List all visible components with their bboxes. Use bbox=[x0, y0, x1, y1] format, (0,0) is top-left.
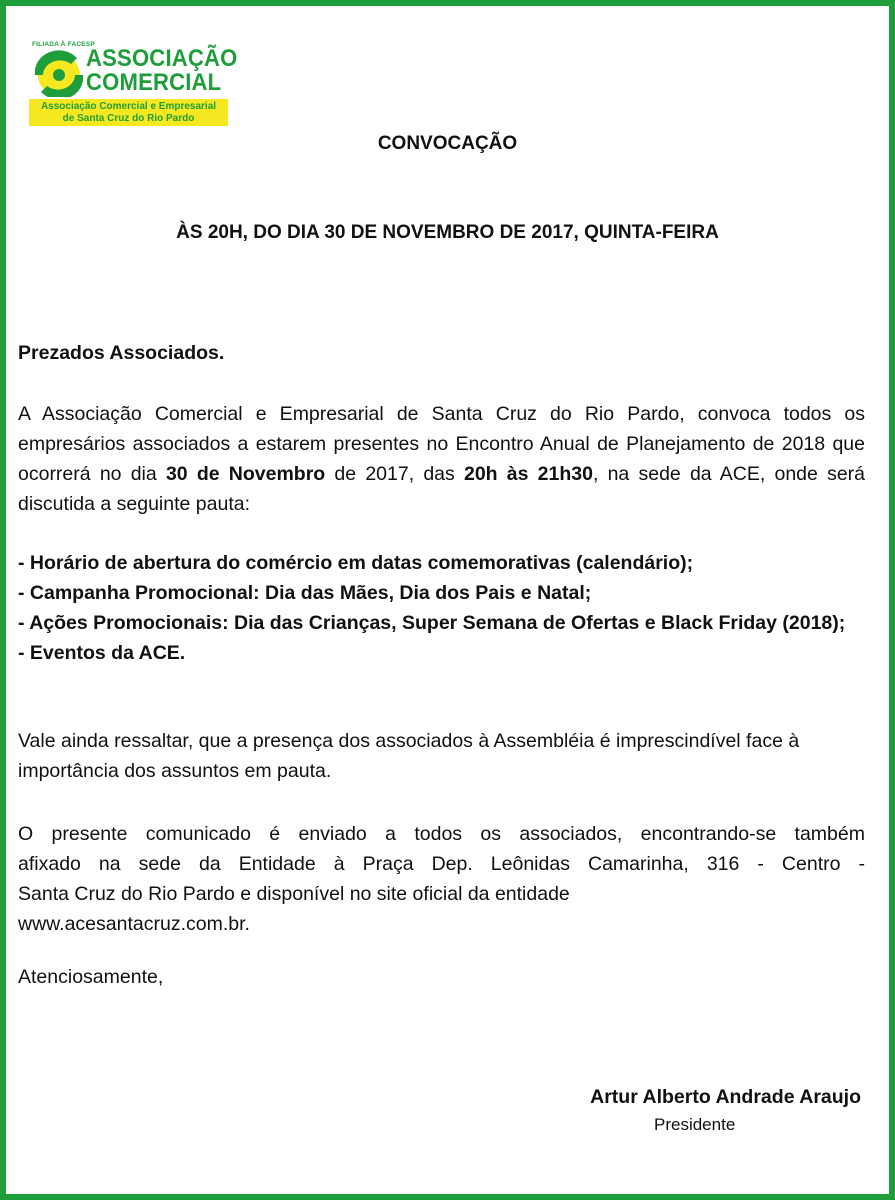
logo-mark-icon bbox=[29, 49, 89, 97]
notice-line: Santa Cruz do Rio Pardo e disponível no site oficial da entidade bbox=[18, 883, 570, 905]
paragraph1-text-2: de 2017, das bbox=[325, 463, 464, 485]
logo-name-line2: COMERCIAL bbox=[86, 69, 222, 96]
logo-name-line1: ASSOCIAÇÃO bbox=[86, 45, 238, 72]
paragraph1-text-1: A Associação Comercial e Empresarial de Santa Cruz do Rio Pardo, convoca todos os empresários associados a estarem presentes no Encontro Anual de Planejamento de 2018 que ocorrerá no dia bbox=[18, 403, 865, 485]
agenda-item: - Eventos da ACE. bbox=[18, 642, 186, 664]
greeting: Prezados Associados. bbox=[18, 342, 225, 364]
document-title: CONVOCAÇÃO bbox=[377, 133, 518, 154]
logo-filiada-text: FILIADA À FACESP bbox=[32, 41, 95, 48]
document-subtitle: ÀS 20H, DO DIA 30 DE NOVEMBRO DE 2017, QUINTA-FEIRA bbox=[176, 222, 719, 243]
agenda-item: - Horário de abertura do comércio em datas comemorativas (calendário); bbox=[18, 552, 694, 574]
agenda-item: - Ações Promocionais: Dia das Crianças, Super Semana de Ofertas e Black Friday (2018); bbox=[18, 612, 846, 634]
paragraph-presence: Vale ainda ressaltar, que a presença dos associados à Assembléia é imprescindível face à importância dos assuntos em pauta. bbox=[18, 730, 800, 782]
paragraph1-time: 20h às 21h30 bbox=[463, 463, 593, 485]
notice-line: O presente comunicado é enviado a todos os associados, encontrando-se também bbox=[18, 823, 865, 845]
logo-band bbox=[29, 99, 228, 126]
paragraph-notice bbox=[18, 819, 865, 939]
notice-line: afixado na sede da Entidade à Praça Dep. Leônidas Camarinha, 316 - Centro - bbox=[18, 853, 865, 875]
signature-name: Artur Alberto Andrade Araujo bbox=[590, 1086, 861, 1108]
website-text: www.acesantacruz.com.br. bbox=[18, 913, 250, 935]
paragraph1-date: 30 de Novembro bbox=[165, 463, 326, 485]
agenda-item: - Campanha Promocional: Dia das Mães, Dia dos Pais e Natal; bbox=[18, 582, 592, 604]
paragraph1-text-3: , na sede da ACE, onde será discutida a seguinte pauta: bbox=[18, 463, 866, 515]
signature-role: Presidente bbox=[654, 1115, 736, 1134]
logo-top bbox=[26, 39, 238, 100]
paragraph-convocation bbox=[18, 399, 865, 519]
closing: Atenciosamente, bbox=[18, 966, 164, 988]
association-logo bbox=[26, 39, 238, 126]
logo-band-line2: de Santa Cruz do Rio Pardo bbox=[62, 113, 195, 124]
logo-band-line1: Associação Comercial e Empresarial bbox=[40, 101, 217, 112]
agenda-list bbox=[18, 548, 865, 668]
